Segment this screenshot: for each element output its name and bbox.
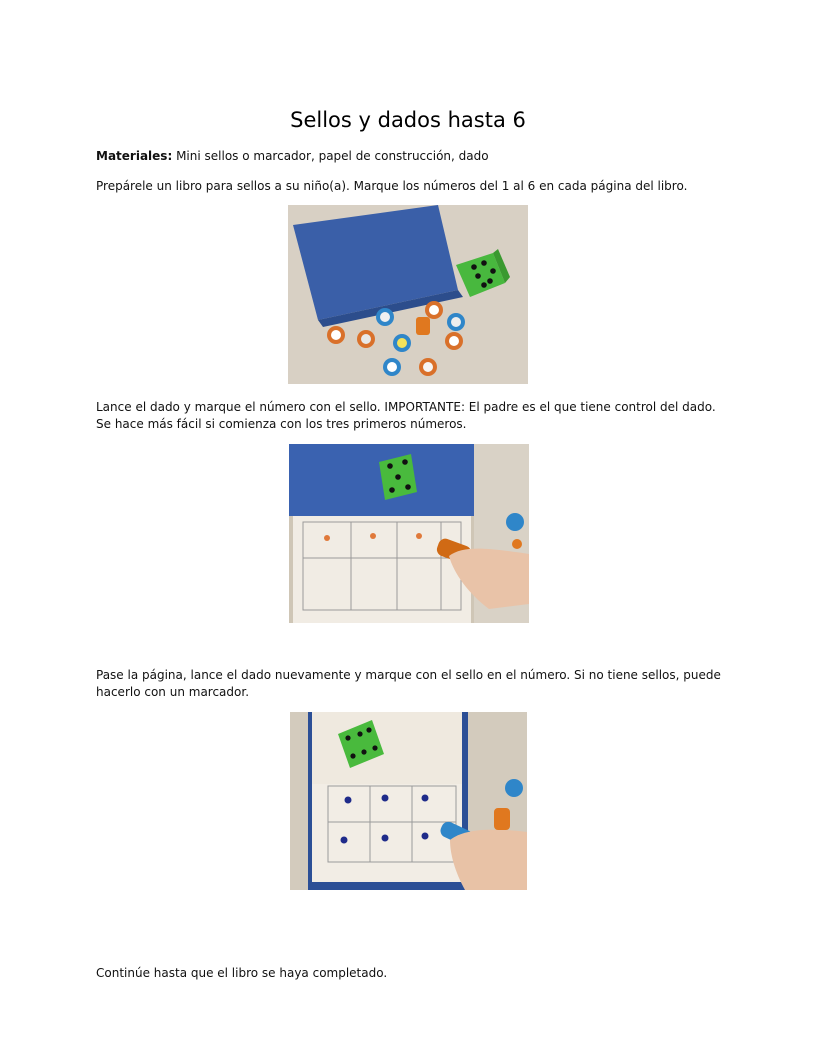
instruction-paragraph-3: Pase la página, lance el dado nuevamente y marque con el sello en el número. Si no tiene sellos, puede hacerlo con un marcador.: [96, 668, 721, 699]
photo-stamping-first-page: [289, 444, 529, 623]
instruction-paragraph-1: Prepárele un libro para sellos a su niño(a). Marque los números del 1 al 6 en cada página del libro.: [96, 179, 688, 193]
instruction-paragraph-2: Lance el dado y marque el número con el sello. IMPORTANTE: El padre es el que tiene control del dado. Se hace más fácil si comienza con los tres primeros números.: [96, 400, 716, 431]
instruction-paragraph-4: Continúe hasta que el libro se haya completado.: [96, 966, 388, 980]
page-title: Sellos y dados hasta 6: [290, 108, 526, 132]
materials-line: [96, 148, 726, 165]
photo-stamping-next-page: [290, 712, 527, 890]
materials-label: Materiales:: [96, 149, 173, 163]
photo-materials: [288, 205, 528, 384]
materials-text: Mini sellos o marcador, papel de construcción, dado: [176, 149, 489, 163]
